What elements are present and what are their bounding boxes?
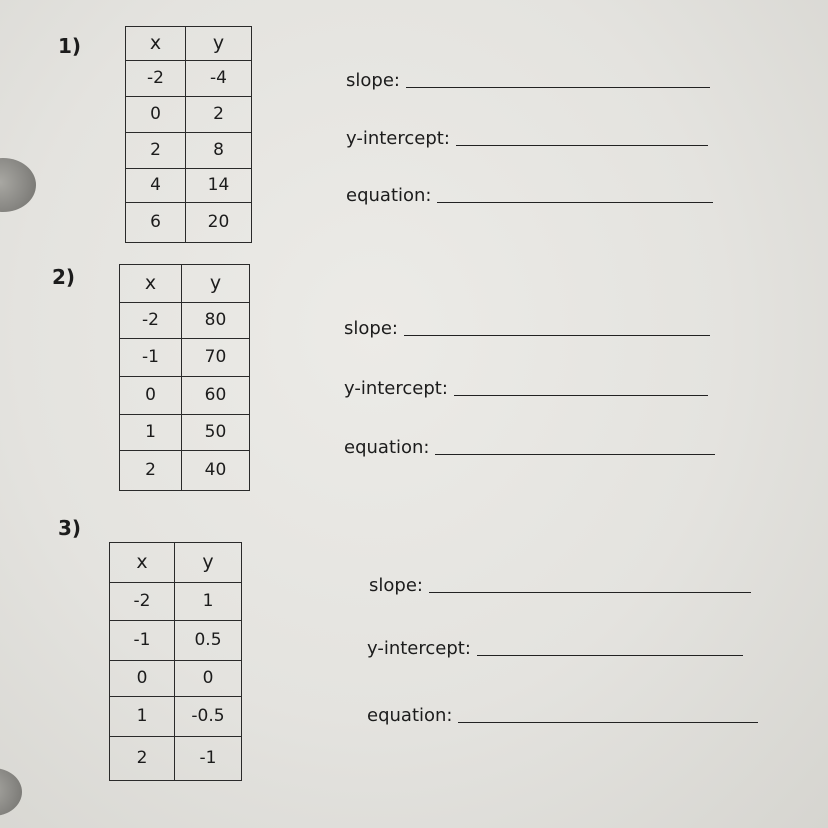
x-cell: -2 [120,303,182,339]
x-cell: -2 [110,583,175,621]
y-cell: 60 [182,377,250,415]
yintercept-field [367,638,743,659]
table-row [126,97,252,133]
yintercept-label: y-intercept: [367,638,471,659]
yintercept-answer-line[interactable] [456,144,708,146]
y-header: y [182,265,250,303]
y-cell: 40 [182,451,250,491]
equation-field [346,185,713,206]
x-cell: 1 [120,415,182,451]
y-header: y [175,543,242,583]
y-cell: 20 [186,203,252,243]
equation-label: equation: [367,705,453,726]
table-header-row [110,543,242,583]
yintercept-answer-line[interactable] [454,394,708,396]
punch-hole-bottom [0,768,22,816]
table-row [110,697,242,737]
yintercept-field [344,378,708,399]
table-row [126,133,252,169]
slope-answer-line[interactable] [406,86,710,88]
slope-field [369,575,751,596]
y-cell: -4 [186,61,252,97]
y-cell: 2 [186,97,252,133]
table-row [110,661,242,697]
equation-field [344,437,715,458]
y-cell: 70 [182,339,250,377]
equation-label: equation: [344,437,430,458]
table-row [126,169,252,203]
table-header-row [126,27,252,61]
x-cell: 0 [110,661,175,697]
x-cell: 1 [110,697,175,737]
x-cell: 0 [126,97,186,133]
slope-field [344,318,710,339]
x-cell: 2 [110,737,175,781]
y-cell: 14 [186,169,252,203]
table-row [126,203,252,243]
table-row [126,61,252,97]
xy-table [109,542,242,781]
problem-number: 1) [58,34,82,58]
table-header-row [120,265,250,303]
table-row [120,451,250,491]
slope-answer-line[interactable] [429,591,751,593]
slope-label: slope: [344,318,398,339]
y-header: y [186,27,252,61]
y-cell: 50 [182,415,250,451]
x-cell: -1 [110,621,175,661]
x-header: x [110,543,175,583]
table-row [120,339,250,377]
punch-hole-top [0,158,36,212]
x-cell: -1 [120,339,182,377]
xy-table [125,26,252,243]
xy-table [119,264,250,491]
equation-answer-line[interactable] [458,721,758,723]
slope-field [346,70,710,91]
problem-number: 3) [58,516,82,540]
slope-answer-line[interactable] [404,334,710,336]
problem-number: 2) [52,265,76,289]
yintercept-label: y-intercept: [344,378,448,399]
x-cell: 2 [126,133,186,169]
y-cell: 0.5 [175,621,242,661]
equation-label: equation: [346,185,432,206]
table-row [110,621,242,661]
equation-answer-line[interactable] [437,201,713,203]
y-cell: 8 [186,133,252,169]
table-row [120,303,250,339]
x-cell: 0 [120,377,182,415]
x-header: x [126,27,186,61]
slope-label: slope: [346,70,400,91]
y-cell: -0.5 [175,697,242,737]
yintercept-field [346,128,708,149]
x-cell: 6 [126,203,186,243]
equation-answer-line[interactable] [435,453,715,455]
table-row [120,415,250,451]
x-cell: 4 [126,169,186,203]
table-row [120,377,250,415]
x-header: x [120,265,182,303]
y-cell: -1 [175,737,242,781]
equation-field [367,705,758,726]
y-cell: 0 [175,661,242,697]
yintercept-label: y-intercept: [346,128,450,149]
x-cell: 2 [120,451,182,491]
y-cell: 1 [175,583,242,621]
x-cell: -2 [126,61,186,97]
table-row [110,737,242,781]
slope-label: slope: [369,575,423,596]
table-row [110,583,242,621]
yintercept-answer-line[interactable] [477,654,743,656]
y-cell: 80 [182,303,250,339]
